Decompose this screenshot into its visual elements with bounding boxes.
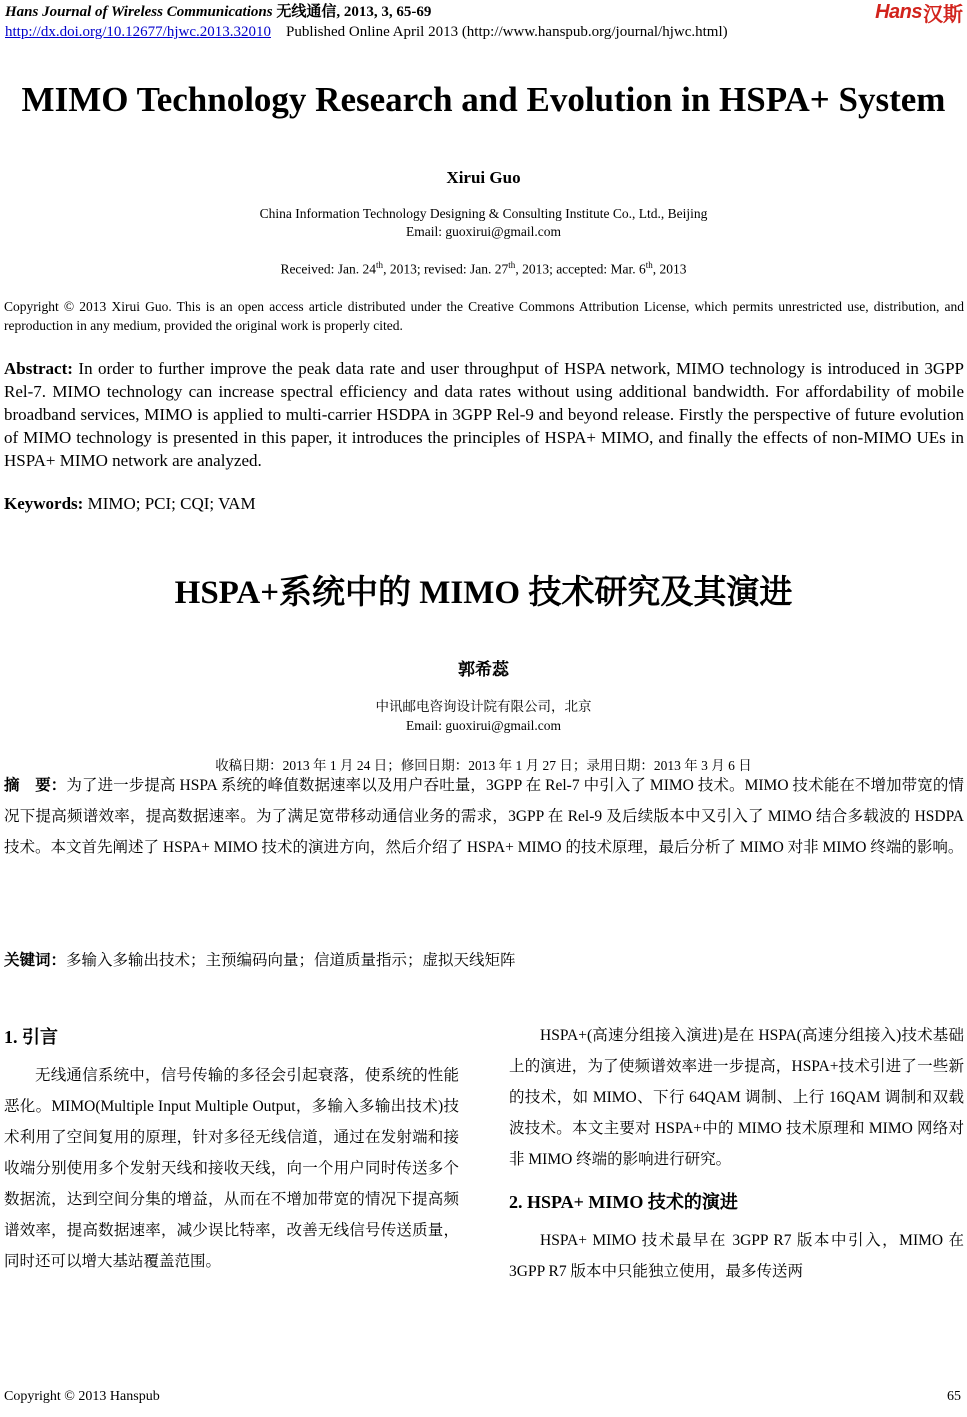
logo-text-cn: 汉斯 bbox=[923, 1, 963, 26]
copyright-notice: Copyright © 2013 Xirui Guo. This is an open access article distributed under the Creative Commons Attribution License, which permits unrestricted use, distribution, and reproduction in any medium, provided the original work is properly cited. bbox=[4, 299, 964, 333]
left-column bbox=[4, 1020, 459, 1277]
cn-keywords-text: 多输入多输出技术；主预编码向量；信道质量指示；虚拟天线矩阵 bbox=[66, 952, 516, 969]
abstract-text: In order to further improve the peak data rate and user throughput of HSPA network, MIMO technology is introduced in 3GPP Rel-7. MIMO technology can increase spectral efficiency and data rates without using additional bandwidth. For affordability of mobile broadband services, MIMO is applied to multi-carrier HSDPA in 3GPP Rel-9 and beyond release. Firstly the perspective of future evolution of MIMO technology is presented in this paper, it introduces the principles of HSPA+ MIMO, and finally the effects of non-MIMO UEs in HSPA+ MIMO network are analyzed. bbox=[4, 359, 965, 470]
right-column bbox=[509, 1020, 964, 1287]
keywords bbox=[4, 494, 256, 514]
author-name: Xirui Guo bbox=[446, 168, 521, 187]
cn-keywords-label: 关键词： bbox=[4, 952, 67, 969]
cn-dates-line: 收稿日期：2013 年 1 月 24 日；修回日期：2013 年 1 月 27 日；录用日期：2013 年 3 月 6 日 bbox=[215, 758, 752, 773]
section-2-heading: 2. HSPA+ MIMO 技术的演进 bbox=[509, 1192, 738, 1212]
keywords-text: MIMO; PCI; CQI; VAM bbox=[87, 494, 256, 513]
keywords-label: Keywords: bbox=[4, 494, 84, 513]
abstract bbox=[4, 357, 964, 472]
cn-keywords bbox=[4, 948, 516, 970]
running-header bbox=[5, 2, 962, 42]
cn-affiliation: 中讯邮电咨询设计院有限公司，北京 bbox=[375, 699, 592, 714]
email: Email: guoxirui@gmail.com bbox=[406, 224, 561, 239]
affiliation-block bbox=[0, 205, 967, 241]
affiliation: China Information Technology Designing & Consulting Institute Co., Ltd., Beijing bbox=[259, 206, 708, 221]
cn-affiliation-block bbox=[0, 697, 967, 735]
dates-line: Received: Jan. 24th, 2013; revised: Jan. 27th, 2013; accepted: Mar. 6th, 2013 bbox=[280, 260, 687, 277]
page-number: 65 bbox=[947, 1389, 961, 1404]
cn-abstract bbox=[4, 770, 964, 863]
section-1-paragraph: 无线通信系统中，信号传输的多径会引起衰落，使系统的性能恶化。MIMO(Multiple Input Multiple Output，多输入多输出技术)技术利用了空间复用的原理，针对多径无线信道，通过在发射端和接收端分别使用多个发射天线和接收天线，向一个用户同时传送多个数据流，达到空间分集的增益，从而在不增加带宽的情况下提高频谱效率，提高数据速率，减少误比特率，改善无线信号传送质量，同时还可以增大基站覆盖范围。 bbox=[4, 1067, 459, 1270]
right-paragraph-1: HSPA+(高速分组接入演进)是在 HSPA(高速分组接入)技术基础上的演进，为了使频谱效率进一步提高，HSPA+技术引进了一些新的技术，如 MIMO、下行 64QAM 调制、上行 16QAM 调制和双载波技术。本文主要对 HSPA+中的 MIMO 技术原理和 MIMO 网络对非 MIMO 终端的影响进行研究。 bbox=[509, 1027, 964, 1168]
cn-abstract-text: 为了进一步提高 HSPA 系统的峰值数据速率以及用户吞吐量，3GPP 在 Rel-7 中引入了 MIMO 技术。MIMO 技术能在不增加带宽的情况下提高频谱效率，提高数据速率。为了满足宽带移动通信业务的需求，3GPP 在 Rel-9 及后续版本中又引入了 MIMO 结合多载波的 HSDPA 技术。本文首先阐述了 HSPA+ MIMO 技术的演进方向，然后介绍了 HSPA+ MIMO 的技术原理，最后分析了 MIMO 对非 MIMO 终端的影响。 bbox=[4, 777, 964, 856]
doi-link[interactable]: http://dx.doi.org/10.12677/hjwc.2013.32010 bbox=[5, 24, 271, 40]
journal-name: Hans Journal of Wireless Communications bbox=[5, 4, 273, 20]
footer-copyright: Copyright © 2013 Hanspub bbox=[4, 1389, 160, 1404]
journal-name-cn: 无线通信, 2013, 3, 65-69 bbox=[276, 4, 432, 20]
cn-abstract-label: 摘 要： bbox=[4, 777, 67, 794]
right-paragraph-2: HSPA+ MIMO 技术最早在 3GPP R7 版本中引入，MIMO 在 3GPP R7 版本中只能独立使用，最多传送两 bbox=[509, 1232, 964, 1280]
cn-author-name: 郭希蕊 bbox=[458, 660, 509, 679]
cn-email: Email: guoxirui@gmail.com bbox=[406, 718, 561, 733]
abstract-label: Abstract: bbox=[4, 359, 73, 378]
hans-logo bbox=[875, 0, 963, 26]
logo-text-en: Hans bbox=[875, 0, 922, 23]
cn-paper-title: HSPA+系统中的 MIMO 技术研究及其演进 bbox=[174, 575, 793, 611]
paper-title: MIMO Technology Research and Evolution in HSPA+ System bbox=[21, 80, 946, 119]
published-online: Published Online April 2013 (http://www.hanspub.org/journal/hjwc.html) bbox=[285, 24, 728, 40]
section-1-heading: 1. 引言 bbox=[4, 1027, 58, 1047]
